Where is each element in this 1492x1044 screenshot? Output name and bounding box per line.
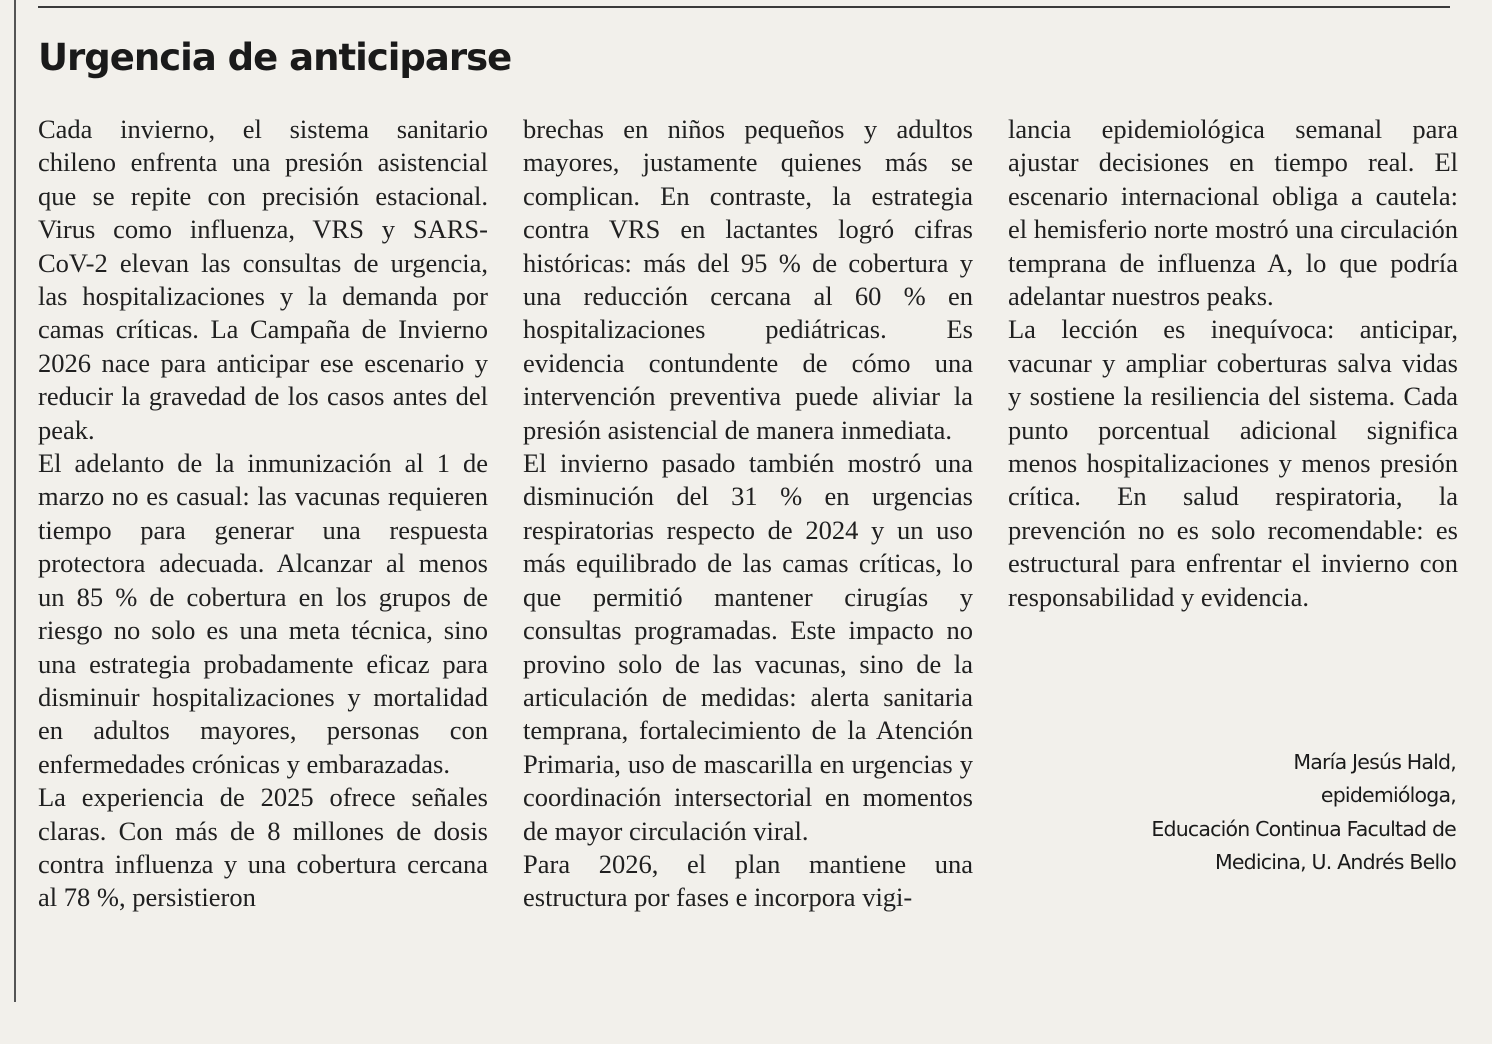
paragraph: El adelanto de la inmunización al 1 de marzo no es casual: las vacunas requieren tiempo para generar una respuesta protectora adecuada. Alcanzar al menos un 85 % de cobertura en los grupos de riesgo no solo es una meta técnica, sino una estrategia probadamente eficaz para disminuir hospitalizaciones y mortalidad en adultos mayores, personas con enfermedades crónicas y embarazadas. <box>38 448 488 779</box>
author-name: María Jesús Hald, <box>1293 750 1456 774</box>
left-divider <box>14 0 16 1002</box>
article-column-1 <box>38 113 488 915</box>
author-byline <box>1008 746 1456 880</box>
paragraph: Para 2026, el plan mantiene una estructura por fases e incorpora vigi- <box>523 848 973 913</box>
paragraph: La lección es inequívoca: anticipar, vacunar y ampliar coberturas salva vidas y sostiene la resiliencia del sistema. Cada punto porcentual adicional significa menos hospitalizaciones y menos presión crítica. En salud respiratoria, la prevención no es solo recomendable: es estructural para enfrentar el invierno con responsabilidad y evidencia. <box>1008 314 1458 612</box>
paragraph: Cada invierno, el sistema sanitario chileno enfrenta una presión asistencial que se repite con precisión estacional. Virus como influenza, VRS y SARS-CoV-2 elevan las consultas de urgencia, las hospitalizaciones y la demanda por camas críticas. La Campaña de Invierno 2026 nace para anticipar ese escenario y reducir la gravedad de los casos antes del peak. <box>38 114 488 445</box>
author-affiliation: Medicina, U. Andrés Bello <box>1214 850 1456 875</box>
top-divider <box>38 6 1450 8</box>
paragraph: El invierno pasado también mostró una disminución del 31 % en urgencias respiratorias respecto de 2024 y un uso más equilibrado de las camas críticas, lo que permitió mantener cirugías y consultas programadas. Este impacto no provino solo de las vacunas, sino de la articulación de medidas: alerta sanitaria temprana, fortalecimiento de la Atención Primaria, uso de mascarilla en urgencias y coordinación intersectorial en momentos de mayor circulación viral. <box>523 448 973 846</box>
author-affiliation: Educación Continua Facultad de <box>1151 816 1456 841</box>
article-column-2 <box>523 113 973 915</box>
paragraph: lancia epidemiológica semanal para ajustar decisiones en tiempo real. El escenario internacional obliga a cautela: el hemisferio norte mostró una circulación temprana de influenza A, lo que podría adelantar nuestros peaks. <box>1008 114 1458 312</box>
article-column-3 <box>1008 113 1458 614</box>
paragraph: La experiencia de 2025 ofrece señales claras. Con más de 8 millones de dosis contra influenza y una cobertura cercana al 78 %, persistieron <box>38 782 488 913</box>
article-headline: Urgencia de anticiparse <box>38 36 512 79</box>
author-role: epidemióloga, <box>1320 783 1456 808</box>
paragraph: brechas en niños pequeños y adultos mayores, justamente quienes más se complican. En contraste, la estrategia contra VRS en lactantes logró cifras históricas: más del 95 % de cobertura y una reducción cercana al 60 % en hospitalizaciones pediátricas. Es evidencia contundente de cómo una intervención preventiva puede aliviar la presión asistencial de manera inmediata. <box>523 114 973 445</box>
